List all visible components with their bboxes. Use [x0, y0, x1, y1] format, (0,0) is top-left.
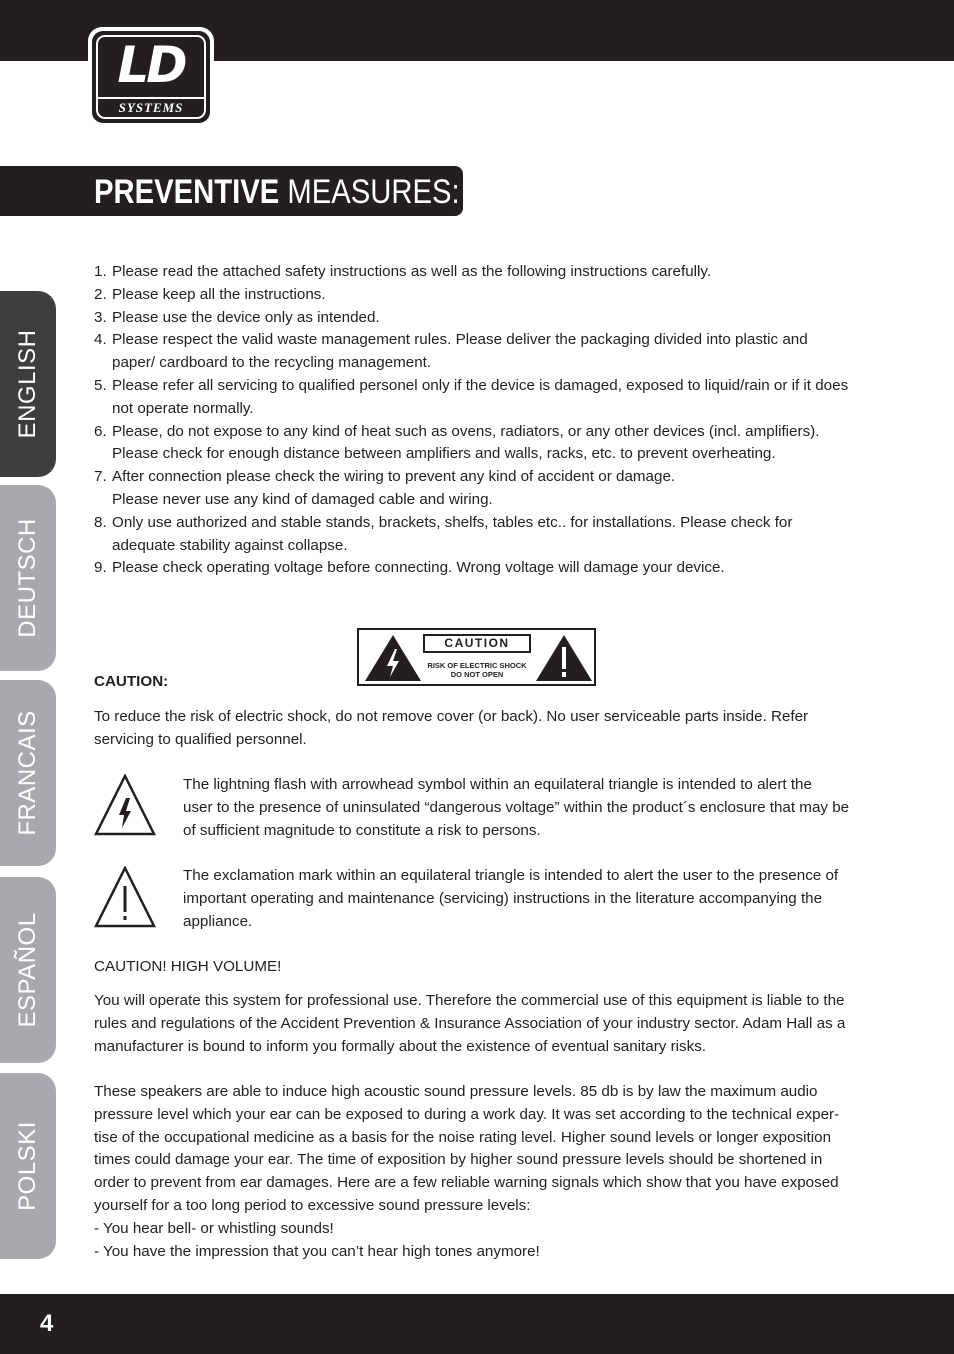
list-item: 6. Please, do not expose to any kind of heat such as ovens, radiators, or any other devices (incl. amplifiers). Please check for enough distance between amplifiers and walls, racks, etc. to prevent overheating.: [94, 422, 820, 463]
lightning-symbol-icon: [94, 774, 156, 836]
page-title: PREVENTIVE MEASURES:: [94, 173, 460, 211]
language-tab-polski[interactable]: POLSKI: [0, 1073, 56, 1259]
lightning-symbol-description: The lightning flash with arrowhead symbol within an equilateral triangle is intended to alert the user to the presence of uninsulated “dangerous voltage” within the product´s enclosure that may be of sufficient magnitude to constitute a risk to persons.: [183, 776, 850, 839]
volume-paragraph-2: These speakers are able to induce high acoustic sound pressure levels. 85 db is by law the maximum audio pressure level which your ear can be exposed to during a work day. It was set according to the technical exper- tise of the occupational medicine as a basis for the noise rating level. Higher sound levels or longer exposition times could damage your ear. The time of exposition by higher sound pressure levels should be shortened in order to prevent from ear damages. Here are a few reliable warning signals which show that you have exposed yourself for a too long period to excessive sound pressure levels: - You hear bell- or whistling sounds! - You have the impression that you can’t hear high tones anymore!: [94, 1083, 840, 1260]
caution-paragraph: To reduce the risk of electric shock, do not remove cover (or back). No user serviceable parts inside. Refer servicing to qualified personnel.: [94, 708, 809, 748]
logo-subtext: SYSTEMS: [98, 97, 204, 116]
caution-label-subtext: RISK OF ELECTRIC SHOCK DO NOT OPEN: [427, 661, 527, 679]
list-item: 8. Only use authorized and stable stands, brackets, shelfs, tables etc.. for installations. Please check for adequate stability against collapse.: [94, 513, 793, 554]
list-item: 5. Please refer all servicing to qualified personel only if the device is damaged, exposed to liquid/rain or if it does not operate normally.: [94, 376, 849, 417]
logo-text: LD: [117, 36, 185, 94]
language-tab-english[interactable]: ENGLISH: [0, 291, 56, 477]
list-item: 7. After connection please check the wiring to prevent any kind of accident or damage. Please never use any kind of damaged cable and wiring.: [94, 468, 676, 508]
volume-paragraph-1: You will operate this system for professional use. Therefore the commercial use of this equipment is liable to the rules and regulations of the Accident Prevention & Insurance Association of your industry sector. Adam Hall as a manufacturer is bound to inform you formally about the existence of eventual sanitary risks.: [94, 992, 846, 1055]
ld-systems-logo: [88, 27, 214, 127]
language-tab-francais[interactable]: FRANCAIS: [0, 680, 56, 866]
page-number: 4: [40, 1310, 54, 1337]
list-item: 3. Please use the device only as intended.: [94, 308, 380, 326]
list-item: 4. Please respect the valid waste management rules. Please deliver the packaging divided into plastic and paper/ cardboard to the recycling management.: [94, 331, 808, 372]
high-volume-heading: CAUTION! HIGH VOLUME!: [94, 958, 282, 975]
caution-heading: CAUTION:: [94, 673, 169, 690]
list-item: 2. Please keep all the instructions.: [94, 285, 326, 303]
caution-label-title: CAUTION: [423, 634, 531, 653]
footer-bar: [0, 1294, 954, 1354]
exclamation-symbol-icon: [94, 866, 156, 928]
list-item: 1. Please read the attached safety instructions as well as the following instructions carefully.: [94, 263, 712, 280]
instructions-list: [94, 261, 856, 580]
list-item: 9. Please check operating voltage before connecting. Wrong voltage will damage your device.: [94, 559, 725, 577]
language-tab-espanol[interactable]: ESPAÑOL: [0, 877, 56, 1063]
exclamation-symbol-description: The exclamation mark within an equilateral triangle is intended to alert the user to the presence of important operating and maintenance (servicing) instructions in the literature accompanying the appliance.: [183, 867, 839, 930]
language-tab-deutsch[interactable]: DEUTSCH: [0, 485, 56, 671]
section-title-bar: [0, 166, 463, 216]
